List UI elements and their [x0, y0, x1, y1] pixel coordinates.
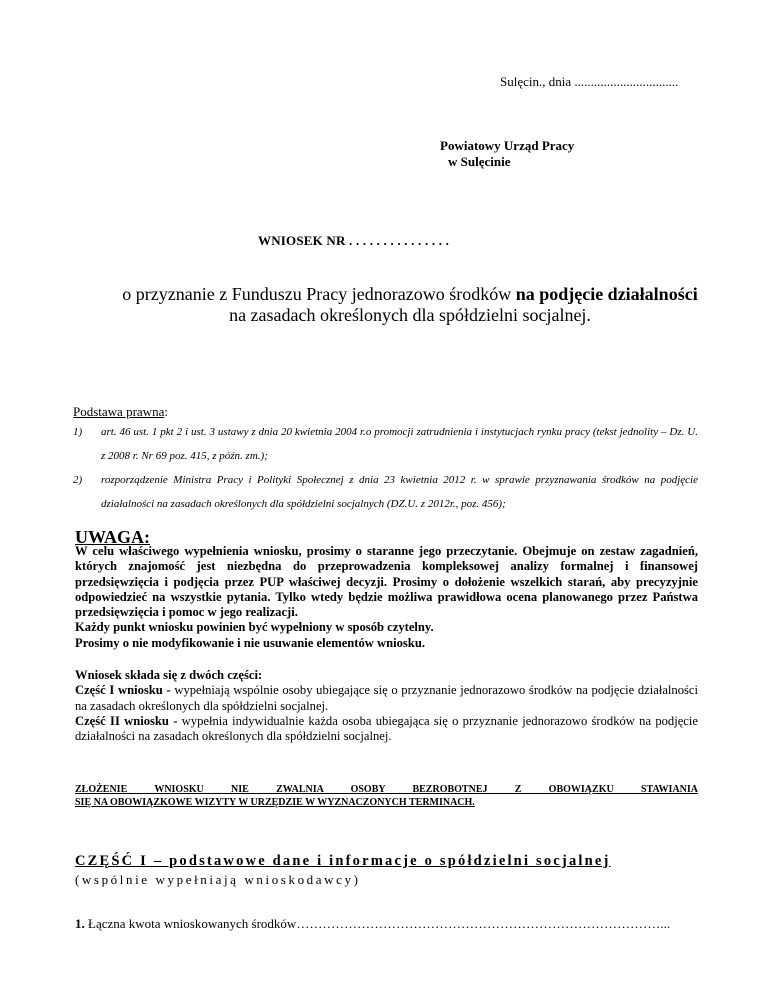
purpose-text: o przyznanie z Funduszu Pracy jednorazowo środków: [122, 284, 516, 304]
obligation-line1: ZŁOŻENIE WNIOSKU NIE ZWALNIA OSOBY BEZROBOTNEJ Z OBOWIĄZKU STAWIANIA: [75, 784, 698, 795]
part2-text: wypełnia indywidualnie każda osoba ubiegająca się o przyznanie jednorazowo środków na podjęcie działalności na zasadach określonych dla spółdzielni socjalnej.: [75, 713, 698, 744]
document-purpose: [60, 284, 760, 326]
legal-item-text: rozporządzenie Ministra Pracy i Polityki Społecznej z dnia 23 kwietnia 2012 r. w sprawie przyznawania środków na podjęcie działalności na zasadach określonych dla spółdzielni socjalnych (DZ.U. z 2012r., poz. 456);: [101, 474, 698, 510]
legal-basis-list: [73, 420, 698, 516]
notice-body: [75, 544, 698, 651]
question1-fill-line[interactable]: …………………………………………………………………………...: [296, 916, 671, 931]
legal-item-text: art. 46 ust. 1 pkt 2 i ust. 3 ustawy z dnia 20 kwietnia 2004 r.o promocji zatrudnienia i instytucjach rynku pracy (tekst jednolity – Dz. U. z 2008 r. Nr 69 poz. 415, z późn. zm.);: [101, 426, 698, 462]
notice-paragraph: W celu właściwego wypełnienia wniosku, prosimy o staranne jego przeczytanie. Obejmuje on zestaw zagadnień, których znajomość jest niezbędna do przeprowadzenia kompleksowej analizy formalnej i finansowej przedsięwzięcia i podjęcia przez PUP właściwej decyzji. Prosimy o dołożenie wszelkich starań, aby precyzyjnie odpowiedzieć na wszystkie pytania. Tylko wtedy będzie możliwa prawidłowa ocena planowanego przez Państwa przedsięwzięcia i pomoc w jego realizacji.: [75, 544, 698, 620]
part1-description: [75, 683, 698, 714]
legal-basis-colon: :: [164, 404, 168, 419]
document-title: WNIOSEK NR . . . . . . . . . . . . . . .: [258, 233, 450, 248]
question1-label: Łączna kwota wnioskowanych środków: [84, 916, 297, 931]
section1-title: CZĘŚĆ I – podstawowe dane i informacje o spółdzielni socjalnej: [75, 853, 611, 869]
question1-total-amount: [75, 916, 698, 932]
notice-line-no-modify: Prosimy o nie modyfikowanie i nie usuwanie elementów wniosku.: [75, 635, 425, 650]
legal-basis-item: [73, 420, 698, 468]
notice-heading: UWAGA:: [75, 527, 150, 547]
purpose-line2: na zasadach określonych dla spółdzielni socjalnej.: [229, 305, 591, 325]
part1-label: Część I wniosku -: [75, 683, 175, 698]
legal-item-number: 2): [73, 474, 83, 486]
legal-basis-heading-text: Podstawa prawna: [73, 404, 165, 419]
place-date-line: Sulęcin., dnia ................................: [500, 74, 679, 89]
obligation-line2: SIĘ NA OBOWIĄZKOWE WIZYTY W URZĘDZIE W WYZNACZONYCH TERMINACH.: [75, 797, 475, 808]
section1-subtitle: (wspólnie wypełniają wnioskodawcy): [75, 872, 361, 887]
obligation-notice: [75, 783, 698, 809]
purpose-bold-text: na podjęcie działalności: [515, 284, 698, 304]
part2-description: [75, 714, 698, 745]
office-city: w Sulęcinie: [448, 154, 511, 169]
office-name: Powiatowy Urząd Pracy: [440, 138, 575, 153]
parts-intro: Wniosek składa się z dwóch części:: [75, 668, 263, 682]
legal-basis-item: [73, 468, 698, 516]
notice-line-readable: Każdy punkt wniosku powinien być wypełniony w sposób czytelny.: [75, 620, 434, 635]
application-parts: [75, 668, 698, 744]
part2-label: Część II wniosku -: [75, 713, 182, 728]
question1-number: 1.: [75, 916, 85, 931]
part1-text: wypełniają wspólnie osoby ubiegające się o przyznanie jednorazowo środków na podjęcie działalności na zasadach określonych dla spółdzielni socjalnej.: [75, 683, 698, 713]
office-address: [440, 138, 574, 170]
legal-basis-heading: [73, 404, 168, 420]
legal-item-number: 1): [73, 426, 83, 438]
